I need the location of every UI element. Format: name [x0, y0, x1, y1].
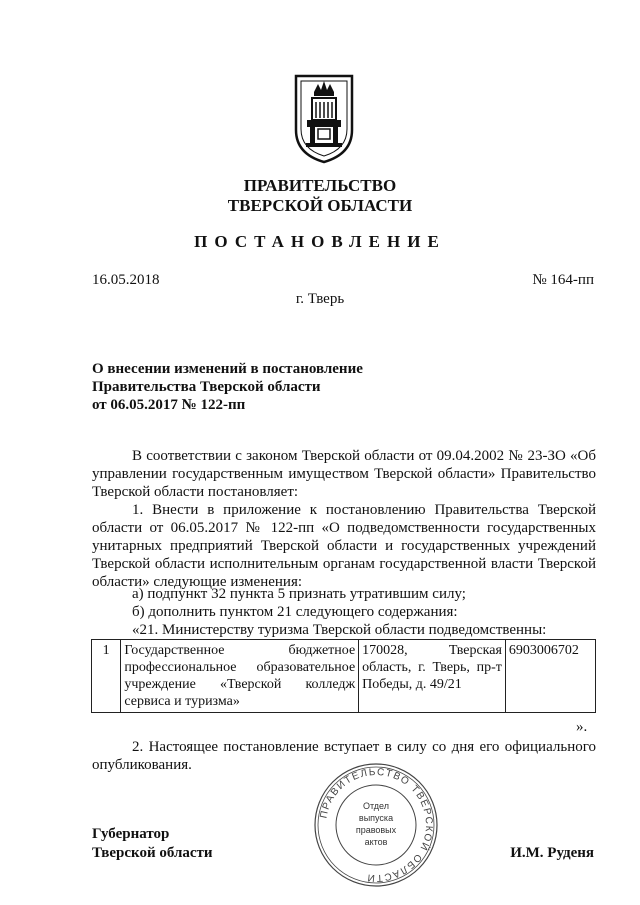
subject-line: Правительства Тверской области — [92, 379, 321, 395]
item-1-paragraph: 1. Внести в приложение к постановлению Правительства Тверской области от 06.05.2017 № 122-пп «О подведомственности государственных унитарных предприятий Тверской области и государственных учреждений Тверской области исполнительным органам государственной власти Тверской области» следующие изменения: — [92, 502, 596, 590]
signatory-position-line2: Тверской области — [92, 845, 213, 861]
closing-quote: ». — [576, 719, 588, 735]
stamp-text-line: актов — [364, 837, 388, 847]
item-2-paragraph: 2. Настоящее постановление вступает в силу со дня его официального опубликования. — [92, 739, 596, 773]
government-title-line1: ПРАВИТЕЛЬСТВО — [243, 176, 397, 195]
row-number-cell: 1 — [92, 640, 121, 713]
document-city: г. Тверь — [295, 291, 345, 307]
signatory-name: И.М. Руденя — [510, 845, 594, 861]
document-number: № 164-пп — [532, 272, 594, 288]
inn-cell: 6903006702 — [505, 640, 595, 713]
stamp-text-line: правовых — [355, 825, 397, 835]
stamp-text-line: Отдел — [362, 801, 390, 811]
coat-of-arms-emblem — [292, 72, 356, 164]
government-title-line2: ТВЕРСКОЙ ОБЛАСТИ — [227, 196, 413, 215]
table-row — [92, 640, 596, 713]
signatory-position-line1: Губернатор — [92, 826, 170, 842]
address-cell: 170028, Тверская область, г. Тверь, пр-т Победы, д. 49/21 — [359, 640, 506, 713]
subitem-a: а) подпункт 32 пункта 5 признать утратившим силу; — [132, 586, 466, 602]
stamp-ring-text: ПРАВИТЕЛЬСТВО ТВЕРСКОЙ ОБЛАСТИ — [318, 766, 435, 884]
document-type: ПОСТАНОВЛЕНИЕ — [194, 232, 446, 251]
subject-line: от 06.05.2017 № 122-пп — [92, 397, 246, 413]
subitem-b: б) дополнить пунктом 21 следующего содержания: — [132, 604, 458, 620]
stamp-text-line: выпуска — [358, 813, 394, 823]
institutions-table — [91, 639, 596, 713]
document-subject — [92, 360, 412, 414]
document-date: 16.05.2018 — [92, 272, 160, 288]
point-21-heading: «21. Министерству туризма Тверской области подведомственны: — [132, 622, 547, 638]
institution-name-cell: Государственное бюджетное профессиональное образовательное учреждение «Тверской колледж сервиса и туризма» — [121, 640, 359, 713]
preamble-paragraph: В соответствии с законом Тверской области от 09.04.2002 № 23-ЗО «Об управлении государственным имуществом Тверской области» Правительство Тверской области постановляет: — [92, 448, 596, 500]
subject-line: О внесении изменений в постановление — [92, 361, 363, 377]
